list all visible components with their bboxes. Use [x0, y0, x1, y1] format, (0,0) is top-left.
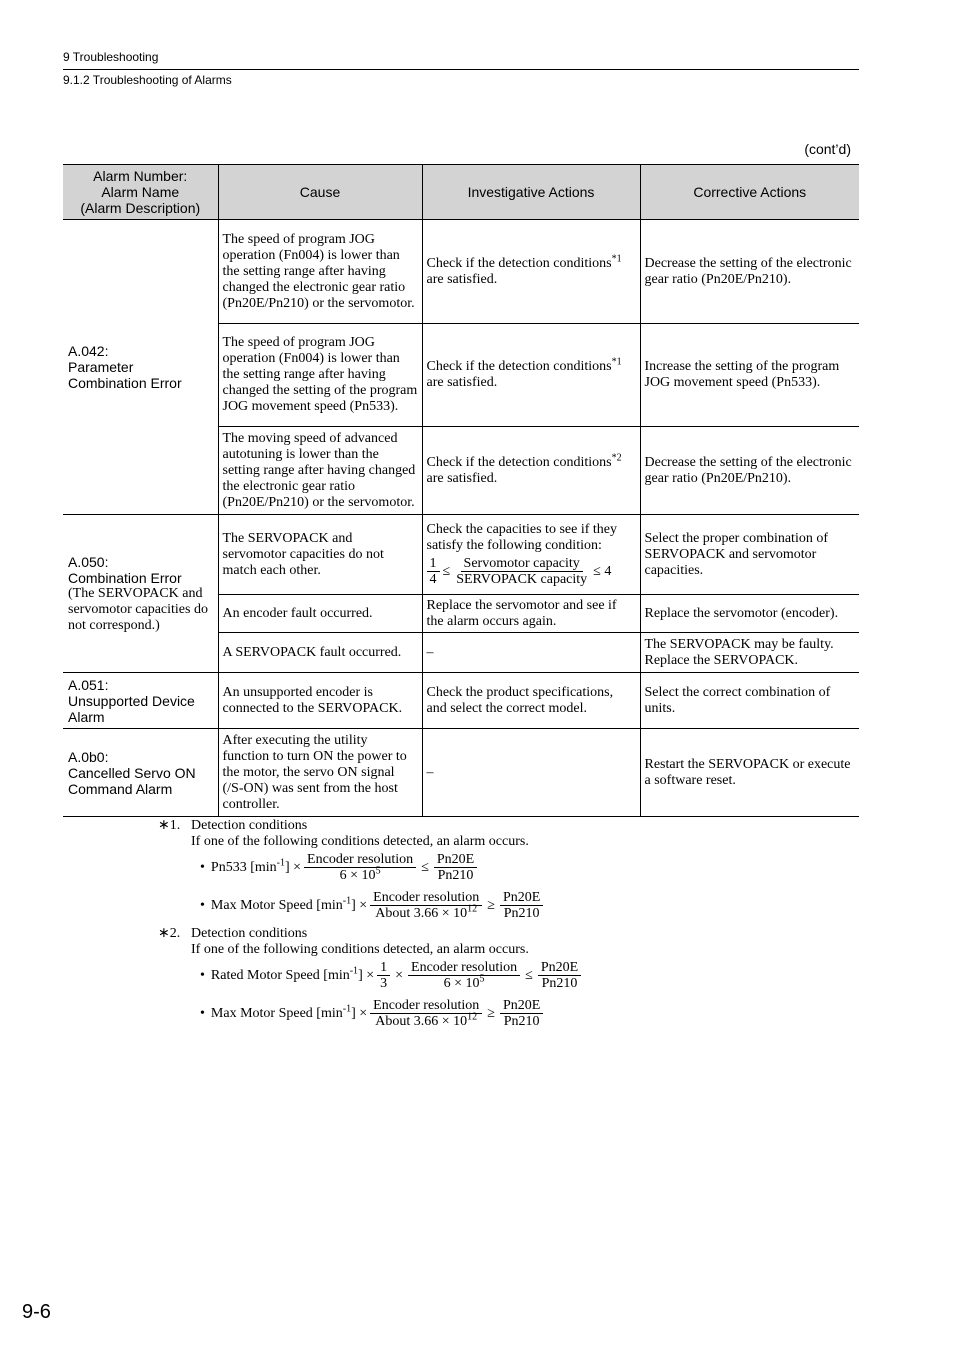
fraction-numerator: 1	[427, 556, 440, 572]
gear-ratio-fraction	[500, 890, 543, 922]
alarm-number: A.0b0:	[68, 748, 109, 765]
corrective-cell: Decrease the setting of the electronic gear ratio (Pn20E/Pn210).	[640, 427, 859, 515]
fraction-denominator: $6 \times 10^5$	[443, 973, 485, 991]
fraction-denominator: 4	[429, 571, 437, 587]
fraction-denominator: $6 \times 10^5$	[339, 865, 381, 883]
footnote-body: If one of the following conditions detected, an alarm occurs.	[191, 942, 529, 957]
investigative-cell	[422, 220, 640, 324]
alarm-cell-a0b0	[63, 729, 218, 817]
footnote-title: Detection conditions	[191, 818, 308, 833]
formula-lead: Rated Motor Speed $[\min^{-1}]$ ×	[210, 965, 375, 983]
operator: ≥	[487, 1006, 495, 1021]
corrective-cell: Replace the servomotor (encoder).	[640, 595, 859, 633]
page-number: 9-6	[22, 1301, 51, 1323]
alarm-name: Unsupported Device	[68, 692, 195, 709]
fraction-numerator: Pn20E	[500, 998, 543, 1014]
cause-cell: The moving speed of advanced autotuning is lower than the setting range after having changed the electronic gear ratio (Pn20E/Pn210) or the servomotor.	[218, 427, 422, 515]
cause-cell: The speed of program JOG operation (Fn004) is lower than the setting range after having changed the setting of the program JOG movement speed (Pn533).	[218, 324, 422, 427]
operator: ≤	[525, 968, 533, 983]
investigative-cell: –	[422, 633, 640, 673]
investigative-cell	[422, 427, 640, 515]
chapter-header: 9 Troubleshooting	[63, 50, 159, 64]
formula-fraction	[370, 890, 482, 922]
corrective-cell: Select the proper combination of SERVOPACK and servomotor capacities.	[640, 515, 859, 595]
investigative-cell	[422, 515, 640, 595]
alarm-number: A.050:	[68, 553, 109, 570]
operator: ×	[395, 968, 404, 983]
continued-label: (cont’d)	[804, 141, 851, 157]
fraction-denominator: About $3.66 \times 10^{12}$	[375, 903, 478, 921]
fraction-capacity	[453, 556, 590, 588]
footnote-1	[158, 818, 858, 834]
corrective-cell: The SERVOPACK may be faulty. Replace the SERVOPACK.	[640, 633, 859, 673]
alarm-name: Command Alarm	[68, 780, 173, 797]
formula-fraction	[304, 852, 416, 884]
investigative-cell: Check the product specifications, and select the correct model.	[422, 673, 640, 729]
column-header-investigative: Investigative Actions	[422, 165, 640, 220]
gear-ratio-fraction	[538, 960, 581, 992]
bullet-icon: •	[200, 898, 205, 913]
footnote-title: Detection conditions	[191, 926, 308, 941]
bullet-icon: •	[200, 860, 205, 875]
table-row	[63, 515, 859, 595]
fraction-denominator: Pn210	[503, 906, 540, 921]
fraction-numerator: 1	[377, 960, 390, 976]
table-row	[63, 729, 859, 817]
operator: ≤	[442, 563, 451, 579]
footnote-mark: ∗1.	[158, 818, 181, 833]
investigative-cell: –	[422, 729, 640, 817]
fraction-denominator: About $3.66 \times 10^{12}$	[375, 1011, 478, 1029]
fraction-numerator: Servomotor capacity	[461, 556, 583, 572]
formula-lead: Max Motor Speed $[\min^{-1}]$ ×	[210, 895, 368, 913]
investigative-text: Check if the detection conditions	[426, 454, 612, 470]
cause-cell: After executing the utility function to turn ON the power to the motor, the servo ON signal (/S-ON) was sent from the host controller.	[218, 729, 422, 817]
fraction-denominator: Pn210	[541, 976, 578, 991]
alarm-name: Combination Error	[68, 375, 182, 391]
formula-pn533	[200, 852, 858, 884]
footnote-ref: *1	[611, 356, 622, 368]
formula-rated-speed	[200, 960, 858, 992]
formula-fraction	[408, 960, 520, 992]
gear-ratio-fraction	[434, 852, 477, 884]
fraction-numerator: Encoder resolution	[408, 960, 520, 976]
fraction-numerator: Encoder resolution	[370, 998, 482, 1014]
fraction-numerator: Encoder resolution	[370, 890, 482, 906]
section-header: 9.1.2 Troubleshooting of Alarms	[63, 73, 232, 87]
formula-fraction	[370, 998, 482, 1030]
cause-cell: The SERVOPACK and servomotor capacities do not match each other.	[218, 515, 422, 595]
footnote-body: If one of the following conditions detected, an alarm occurs.	[191, 834, 529, 849]
table-header-row	[63, 165, 859, 220]
column-header-alarm-line2: Alarm Name	[101, 184, 180, 200]
column-header-corrective: Corrective Actions	[640, 165, 859, 220]
alarm-number: A.042:	[68, 343, 109, 359]
operator: ≤	[421, 860, 429, 875]
investigative-text: Check if the detection conditions	[426, 359, 612, 374]
header-rule	[63, 69, 859, 70]
footnote-2	[158, 926, 858, 942]
bullet-icon: •	[200, 1006, 205, 1021]
fraction-denominator: SERVOPACK capacity	[456, 571, 588, 587]
fraction-denominator: Pn210	[437, 868, 474, 883]
alarm-number: A.051:	[68, 676, 109, 693]
investigative-text: are satisfied.	[426, 271, 498, 287]
alarm-name: Cancelled Servo ON	[68, 764, 196, 781]
cause-cell: A SERVOPACK fault occurred.	[218, 633, 422, 673]
footnote-ref: *2	[611, 451, 622, 463]
alarm-cell-a050	[63, 515, 218, 673]
column-header-cause: Cause	[218, 165, 422, 220]
column-header-alarm-line1: Alarm Number:	[93, 168, 188, 184]
corrective-cell: Increase the setting of the program JOG movement speed (Pn533).	[640, 324, 859, 427]
corrective-cell: Restart the SERVOPACK or execute a software reset.	[640, 729, 859, 817]
alarm-cell-a042	[63, 220, 218, 515]
capacity-condition	[427, 556, 636, 588]
table-row	[63, 220, 859, 324]
fraction-denominator: Pn210	[503, 1014, 540, 1029]
alarm-table	[63, 164, 859, 817]
investigative-text: are satisfied.	[426, 470, 498, 486]
fraction-numerator: Pn20E	[500, 890, 543, 906]
table-row	[63, 673, 859, 729]
investigative-text: are satisfied.	[426, 375, 498, 390]
bullet-icon: •	[200, 968, 205, 983]
corrective-cell: Decrease the setting of the electronic gear ratio (Pn20E/Pn210).	[640, 220, 859, 324]
cause-cell: The speed of program JOG operation (Fn004) is lower than the setting range after having changed the electronic gear ratio (Pn20E/Pn210) or the servomotor.	[218, 220, 422, 324]
corrective-cell: Select the correct combination of units.	[640, 673, 859, 729]
cause-cell: An unsupported encoder is connected to the SERVOPACK.	[218, 673, 422, 729]
footnote-ref: *1	[611, 252, 622, 264]
gear-ratio-fraction	[500, 998, 543, 1030]
fraction-denominator: 3	[380, 976, 388, 991]
investigative-text: Check if the detection conditions	[426, 255, 612, 271]
footnote-mark: ∗2.	[158, 926, 181, 941]
third-fraction	[377, 960, 390, 992]
column-header-alarm-line3: (Alarm Description)	[80, 200, 201, 216]
formula-max-speed	[200, 890, 858, 922]
operator: ≤ 4	[593, 563, 612, 579]
formula-max-speed	[200, 998, 858, 1030]
formula-lead: Max Motor Speed $[\min^{-1}]$ ×	[210, 1003, 368, 1021]
alarm-name: Combination Error	[68, 569, 182, 586]
fraction-numerator: Encoder resolution	[304, 852, 416, 868]
alarm-description: (The SERVOPACK and servomotor capacities do not correspond.)	[68, 585, 208, 633]
cause-cell: An encoder fault occurred.	[218, 595, 422, 633]
alarm-name: Parameter	[68, 359, 134, 375]
operator: ≥	[487, 898, 495, 913]
investigative-text: Check the capacities to see if they satisfy the following condition:	[426, 521, 617, 553]
formula-lead: Pn533 $[\min^{-1}]$ ×	[210, 857, 302, 875]
column-header-alarm	[63, 165, 218, 220]
fraction-quarter	[427, 556, 440, 588]
investigative-cell: Replace the servomotor and see if the alarm occurs again.	[422, 595, 640, 633]
fraction-numerator: Pn20E	[434, 852, 477, 868]
footnotes	[158, 818, 858, 1030]
investigative-cell	[422, 324, 640, 427]
fraction-numerator: Pn20E	[538, 960, 581, 976]
alarm-name: Alarm	[68, 708, 105, 725]
alarm-cell-a051	[63, 673, 218, 729]
